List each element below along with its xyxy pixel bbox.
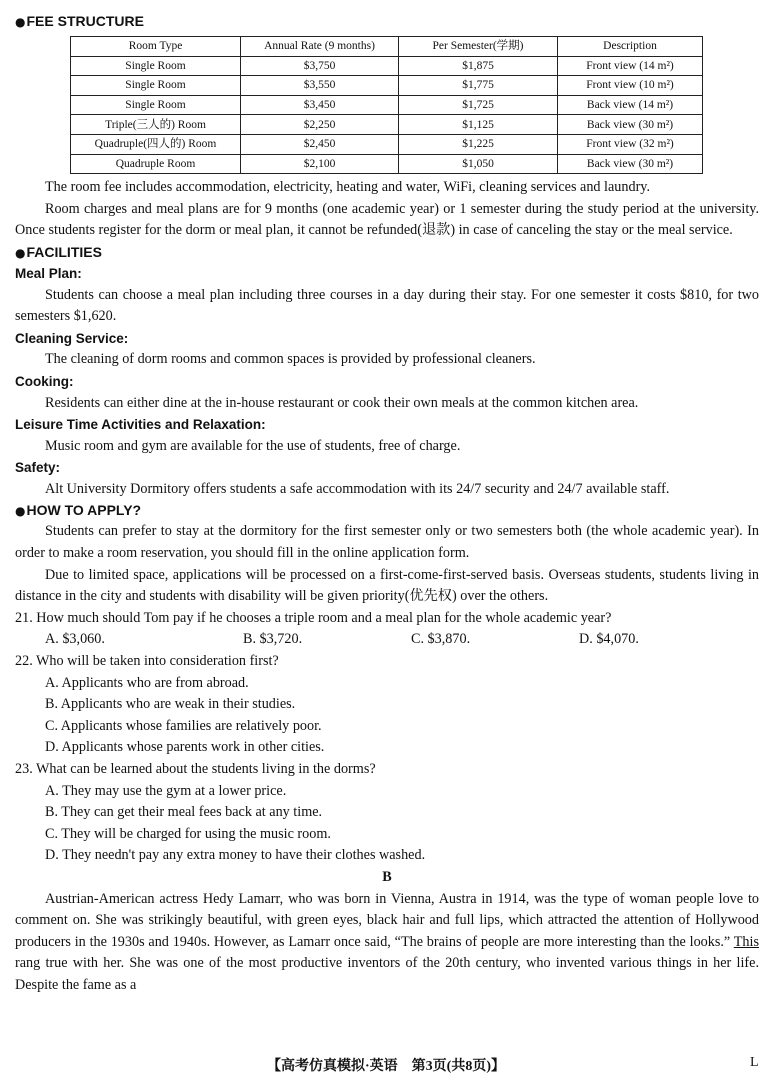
question-21-options — [15, 629, 759, 651]
option-a[interactable]: A. They may use the gym at a lower price. — [45, 782, 287, 799]
table-cell: Back view (14 m²) — [558, 95, 703, 115]
table-cell: $1,875 — [399, 56, 558, 76]
table-cell: Front view (10 m²) — [558, 76, 703, 96]
table-cell: $3,750 — [241, 56, 399, 76]
table-cell: $2,100 — [241, 154, 399, 174]
cooking-text: Residents can either dine at the in-house restaurant or cook their own meals at the common kitchen area. — [45, 394, 639, 411]
table-header: Annual Rate (9 months) — [241, 37, 399, 57]
fee-table — [70, 36, 703, 174]
table-cell: Single Room — [71, 56, 241, 76]
option-a[interactable]: A. $3,060. — [45, 631, 105, 648]
table-cell: Quadruple Room — [71, 154, 241, 174]
table-cell: Single Room — [71, 76, 241, 96]
bullet-icon: ● — [15, 245, 26, 260]
option-a[interactable]: A. Applicants who are from abroad. — [45, 674, 249, 691]
table-row — [71, 154, 703, 174]
table-cell: Single Room — [71, 95, 241, 115]
table-header: Per Semester(学期) — [399, 37, 558, 57]
table-cell: $1,050 — [399, 154, 558, 174]
page-footer: 【高考仿真模拟·英语 第3页(共8页)】 — [267, 1059, 505, 1074]
footer-version-mark: L — [750, 1055, 759, 1070]
option-c[interactable]: C. They will be charged for using the music room. — [45, 825, 331, 842]
exam-page — [15, 11, 759, 997]
table-cell: $3,450 — [241, 95, 399, 115]
leisure-label: Leisure Time Activities and Relaxation: — [15, 417, 266, 433]
table-cell: Front view (14 m²) — [558, 56, 703, 76]
bullet-icon: ● — [15, 504, 26, 519]
table-header: Description — [558, 37, 703, 57]
table-row — [71, 56, 703, 76]
table-header-row — [71, 37, 703, 57]
fee-paragraph-1: The room fee includes accommodation, electricity, heating and water, WiFi, cleaning services and laundry. — [45, 179, 651, 196]
leisure-text: Music room and gym are available for the use of students, free of charge. — [45, 437, 461, 454]
table-cell: $2,450 — [241, 134, 399, 154]
option-d[interactable]: D. They needn't pay any extra money to have their clothes washed. — [45, 847, 426, 864]
bullet-icon: ● — [15, 15, 26, 29]
option-d[interactable]: D. $4,070. — [579, 631, 639, 648]
apply-paragraph-2: Due to limited space, applications will be processed on a first-come-first-served basis. Overseas students, students living in distance in the city and students with disability will be given priority(优先权) over the others. — [15, 566, 759, 605]
table-cell: Triple(三人的) Room — [71, 115, 241, 135]
option-b[interactable]: B. They can get their meal fees back at any time. — [45, 804, 323, 821]
question-23: 23. What can be learned about the students living in the dorms? — [15, 761, 376, 777]
table-cell: $1,225 — [399, 134, 558, 154]
option-b[interactable]: B. $3,720. — [243, 631, 303, 648]
cleaning-service-label: Cleaning Service: — [15, 330, 129, 346]
table-row — [71, 134, 703, 154]
part-b-paragraph: Austrian-American actress Hedy Lamarr, who was born in Vienna, Austra in 1914, was the type of woman people love to comment on. She was strikingly beautiful, with green eyes, black hair and full lips, which attracted the attention of Hollywood producers in the 1930s and 1940s. However, as Lamarr once said, “The brains of people are more interesting than the looks.” This rang true with her. She was one of the most productive inventors of the 20th century, who invented various things in her life. Despite the fame as a — [15, 890, 759, 993]
cooking-label: Cooking: — [15, 373, 74, 389]
table-cell: Quadruple(四人的) Room — [71, 134, 241, 154]
option-d[interactable]: D. Applicants whose parents work in other cities. — [45, 739, 325, 756]
fee-structure-heading: ●FEE STRUCTURE — [15, 13, 144, 29]
facilities-heading: ●FACILITIES — [15, 243, 102, 260]
table-cell: $2,250 — [241, 115, 399, 135]
table-cell: $1,725 — [399, 95, 558, 115]
table-cell: $3,550 — [241, 76, 399, 96]
table-cell: $1,125 — [399, 115, 558, 135]
table-row — [71, 95, 703, 115]
table-cell: Back view (30 m²) — [558, 154, 703, 174]
meal-plan-text: Students can choose a meal plan including three courses in a day during their stay. For one semester it costs $810, for two semesters $1,620. — [15, 286, 759, 325]
table-header: Room Type — [71, 37, 241, 57]
underlined-word: This — [733, 933, 759, 950]
meal-plan-label: Meal Plan: — [15, 265, 82, 281]
table-cell: Back view (30 m²) — [558, 115, 703, 135]
table-row — [71, 115, 703, 135]
safety-text: Alt University Dormitory offers students a safe accommodation with its 24/7 security and 24/7 available staff. — [45, 480, 670, 497]
table-row — [71, 76, 703, 96]
question-21: 21. How much should Tom pay if he chooses a triple room and a meal plan for the whole academic year? — [15, 609, 612, 626]
fee-paragraph-2: Room charges and meal plans are for 9 months (one academic year) or 1 semester during the study period at the university. Once students register for the dorm or meal plan, it cannot be refunded(退款) in case of canceling the stay or the meal service. — [15, 200, 759, 239]
option-c[interactable]: C. Applicants whose families are relatively poor. — [45, 717, 322, 734]
apply-paragraph-1: Students can prefer to stay at the dormitory for the first semester only or two semesters both (the whole academic year). In order to make a room reservation, you should fill in the online application form. — [15, 523, 759, 562]
table-cell: $1,775 — [399, 76, 558, 96]
how-to-apply-heading: ●HOW TO APPLY? — [15, 502, 142, 519]
part-b-heading: B — [382, 868, 392, 885]
option-b[interactable]: B. Applicants who are weak in their studies. — [45, 696, 296, 713]
option-c[interactable]: C. $3,870. — [411, 631, 471, 648]
cleaning-service-text: The cleaning of dorm rooms and common spaces is provided by professional cleaners. — [45, 351, 536, 368]
table-cell: Front view (32 m²) — [558, 134, 703, 154]
safety-label: Safety: — [15, 460, 61, 476]
question-22: 22. Who will be taken into consideration first? — [15, 653, 279, 670]
